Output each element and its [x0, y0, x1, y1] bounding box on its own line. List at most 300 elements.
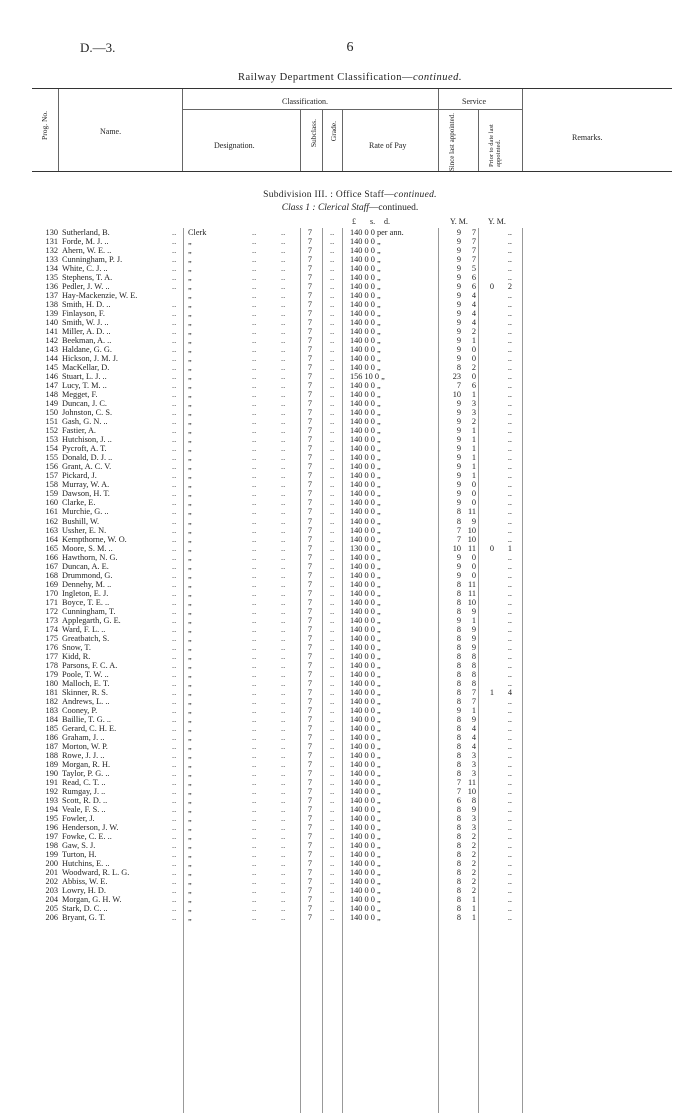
cell-d3: ..	[281, 525, 286, 535]
cell-y: 8	[456, 768, 461, 778]
cell-rate: 140 0 0 „	[350, 850, 381, 860]
header-designation: Designation.	[214, 141, 255, 150]
cell-no: 197	[45, 832, 58, 842]
cell-d1: ..	[172, 444, 177, 454]
cell-des: „	[188, 750, 192, 760]
cell-d2: ..	[252, 696, 257, 706]
cell-d3: ..	[281, 759, 286, 769]
cell-d3: ..	[281, 669, 286, 679]
cell-d4: ..	[330, 841, 335, 851]
cell-pm: ..	[507, 651, 512, 661]
cell-no: 167	[45, 561, 58, 571]
cell-d2: ..	[252, 768, 257, 778]
cell-d2: ..	[252, 354, 257, 364]
cell-y: 9	[456, 273, 461, 283]
cell-name: Malloch, E. T.	[62, 678, 110, 688]
cell-des: „	[188, 786, 192, 796]
cell-no: 171	[45, 597, 58, 607]
table-row	[0, 444, 700, 453]
cell-name: Graham, J. ..	[62, 732, 105, 742]
cell-pm: ..	[507, 552, 512, 562]
cell-rate: 140 0 0 „	[350, 723, 381, 733]
cell-y: 8	[456, 841, 461, 851]
cell-sub: 7	[307, 291, 313, 301]
cell-m: 1	[471, 444, 476, 454]
cell-pm: ..	[507, 579, 512, 589]
cell-rate: 140 0 0 „	[350, 786, 381, 796]
cell-d3: ..	[281, 823, 286, 833]
cell-d4: ..	[330, 408, 335, 418]
cell-rate: 140 0 0 „	[350, 570, 381, 580]
cell-d1: ..	[172, 841, 177, 851]
cell-d4: ..	[330, 291, 335, 301]
cell-d2: ..	[252, 399, 257, 409]
cell-no: 181	[45, 687, 58, 697]
cell-sub: 7	[307, 714, 313, 724]
cell-d1: ..	[172, 516, 177, 526]
cell-des: „	[188, 498, 192, 508]
cell-rate: 140 0 0 „	[350, 327, 381, 337]
cell-rate: 140 0 0 „	[350, 895, 381, 905]
cell-no: 151	[45, 417, 58, 427]
cell-no: 193	[45, 795, 58, 805]
cell-sub: 7	[307, 507, 313, 517]
cell-rate: 140 0 0 „	[350, 687, 381, 697]
cell-d2: ..	[252, 435, 257, 445]
cell-pm: 4	[507, 687, 512, 697]
cell-sub: 7	[307, 336, 313, 346]
cell-m: 3	[471, 759, 476, 769]
cell-name: Woodward, R. L. G.	[62, 868, 130, 878]
class-heading: Class 1 : Clerical Staff—continued.	[281, 203, 419, 213]
cell-pm: ..	[507, 786, 512, 796]
cell-no: 178	[45, 660, 58, 670]
cell-pm: ..	[507, 570, 512, 580]
cell-pm: ..	[507, 795, 512, 805]
cell-sub: 7	[307, 886, 313, 896]
cell-des: „	[188, 759, 192, 769]
cell-des: „	[188, 805, 192, 814]
cell-pm: ..	[507, 345, 512, 355]
cell-d4: ..	[330, 669, 335, 679]
table-row	[0, 913, 700, 922]
table-row	[0, 264, 700, 273]
cell-d1: ..	[172, 264, 177, 274]
cell-d1: ..	[172, 859, 177, 869]
cell-d2: ..	[252, 282, 257, 292]
cell-d4: ..	[330, 534, 335, 544]
cell-d3: ..	[281, 597, 286, 607]
cell-d3: ..	[281, 381, 286, 391]
cell-sub: 7	[307, 480, 313, 490]
cell-d3: ..	[281, 877, 286, 887]
cell-des: „	[188, 318, 192, 328]
cell-pm: ..	[507, 273, 512, 283]
cell-rate: 140 0 0 „	[350, 282, 381, 292]
cell-y: 10	[452, 390, 461, 400]
cell-rate: 140 0 0 „	[350, 741, 381, 751]
cell-no: 133	[45, 255, 58, 265]
cell-m: 3	[471, 399, 476, 409]
table-row	[0, 751, 700, 760]
cell-d2: ..	[252, 246, 257, 256]
cell-d4: ..	[330, 543, 335, 553]
cell-pm: ..	[507, 372, 512, 382]
cell-no: 200	[45, 859, 58, 869]
cell-d1: ..	[172, 300, 177, 310]
cell-rate: 140 0 0 „	[350, 336, 381, 346]
cell-name: Cooney, P.	[62, 705, 98, 715]
cell-sub: 7	[307, 552, 313, 562]
cell-pm: ..	[507, 300, 512, 310]
cell-d3: ..	[281, 246, 286, 256]
cell-no: 158	[45, 480, 58, 490]
unit-years-months: Y. M.	[450, 217, 468, 226]
cell-d3: ..	[281, 552, 286, 562]
cell-m: 0	[471, 345, 476, 355]
cell-no: 191	[45, 777, 58, 787]
cell-des: „	[188, 390, 192, 400]
cell-d3: ..	[281, 904, 286, 914]
cell-des: „	[188, 832, 192, 842]
cell-y: 7	[456, 381, 461, 391]
cell-y: 8	[456, 516, 461, 526]
table-header	[32, 88, 672, 172]
cell-d2: ..	[252, 255, 257, 265]
cell-no: 168	[45, 570, 58, 580]
cell-y: 9	[456, 291, 461, 301]
cell-rate: 140 0 0 „	[350, 381, 381, 391]
table-row	[0, 796, 700, 805]
cell-d4: ..	[330, 309, 335, 319]
cell-name: Murray, W. A.	[62, 480, 110, 490]
cell-y: 8	[456, 624, 461, 634]
cell-des: „	[188, 246, 192, 256]
cell-no: 163	[45, 525, 58, 535]
cell-pm: ..	[507, 615, 512, 625]
cell-m: 1	[471, 904, 476, 914]
cell-d2: ..	[252, 651, 257, 661]
cell-y: 9	[456, 246, 461, 256]
cell-y: 9	[456, 615, 461, 625]
cell-d4: ..	[330, 660, 335, 670]
cell-d4: ..	[330, 462, 335, 472]
cell-no: 201	[45, 868, 58, 878]
cell-des: „	[188, 624, 192, 634]
table-row	[0, 498, 700, 507]
cell-name: Hutchins, E. ..	[62, 859, 110, 869]
cell-name: Parsons, F. C. A.	[62, 660, 118, 670]
cell-rate: 140 0 0 „	[350, 525, 381, 535]
cell-no: 206	[45, 913, 58, 923]
cell-des: „	[188, 255, 192, 265]
cell-rate: 140 0 0 „	[350, 832, 381, 842]
cell-rate: 140 0 0 „	[350, 795, 381, 805]
cell-no: 202	[45, 877, 58, 887]
staff-table-body	[0, 228, 700, 922]
cell-name: Scott, R. D. ..	[62, 795, 108, 805]
cell-no: 198	[45, 841, 58, 851]
table-row	[0, 255, 700, 264]
cell-y: 8	[456, 832, 461, 842]
cell-no: 137	[45, 291, 58, 301]
cell-d2: ..	[252, 507, 257, 517]
cell-m: 7	[471, 255, 476, 265]
cell-rate: 140 0 0 „	[350, 300, 381, 310]
cell-sub: 7	[307, 444, 313, 454]
table-row	[0, 760, 700, 769]
cell-d1: ..	[172, 615, 177, 625]
cell-name: Abbiss, W. E.	[62, 877, 108, 887]
cell-d2: ..	[252, 868, 257, 878]
cell-name: Rumgay, J. ..	[62, 786, 106, 796]
cell-m: 5	[471, 264, 476, 274]
cell-rate: 140 0 0 „	[350, 480, 381, 490]
table-row	[0, 886, 700, 895]
cell-d1: ..	[172, 381, 177, 391]
cell-name: Smith, W. J. ..	[62, 318, 109, 328]
cell-no: 194	[45, 805, 58, 814]
cell-pm: ..	[507, 390, 512, 400]
cell-name: Cunningham, T.	[62, 606, 116, 616]
table-row	[0, 489, 700, 498]
cell-sub: 7	[307, 246, 313, 256]
cell-name: Boyce, T. E. ..	[62, 597, 110, 607]
cell-no: 149	[45, 399, 58, 409]
cell-d3: ..	[281, 832, 286, 842]
cell-m: 1	[471, 895, 476, 905]
cell-pm: ..	[507, 264, 512, 274]
cell-d2: ..	[252, 642, 257, 652]
cell-name: Bryant, G. T.	[62, 913, 106, 923]
cell-name: MacKellar, D.	[62, 363, 110, 373]
cell-d3: ..	[281, 732, 286, 742]
cell-des: „	[188, 588, 192, 598]
cell-name: Stuart, L. J. ..	[62, 372, 107, 382]
cell-m: 9	[471, 606, 476, 616]
cell-pm: ..	[507, 832, 512, 842]
cell-y: 9	[456, 408, 461, 418]
cell-rate: 140 0 0 „	[350, 246, 381, 256]
cell-no: 150	[45, 408, 58, 418]
cell-m: 2	[471, 877, 476, 887]
cell-rate: 140 0 0 „	[350, 561, 381, 571]
cell-d3: ..	[281, 399, 286, 409]
cell-d1: ..	[172, 543, 177, 553]
cell-d3: ..	[281, 264, 286, 274]
cell-no: 187	[45, 741, 58, 751]
cell-pm: ..	[507, 714, 512, 724]
table-row	[0, 679, 700, 688]
cell-des: „	[188, 886, 192, 896]
cell-d3: ..	[281, 841, 286, 851]
cell-d4: ..	[330, 237, 335, 247]
cell-rate: 140 0 0 „	[350, 444, 381, 454]
cell-d4: ..	[330, 696, 335, 706]
cell-rate: 140 0 0 „	[350, 390, 381, 400]
cell-y: 9	[456, 480, 461, 490]
cell-d1: ..	[172, 805, 177, 814]
cell-d4: ..	[330, 417, 335, 427]
cell-d1: ..	[172, 246, 177, 256]
cell-d3: ..	[281, 489, 286, 499]
cell-y: 8	[456, 669, 461, 679]
cell-name: Poole, T. W. ..	[62, 669, 109, 679]
cell-sub: 7	[307, 651, 313, 661]
cell-m: 0	[471, 480, 476, 490]
cell-pm: ..	[507, 435, 512, 445]
cell-no: 190	[45, 768, 58, 778]
cell-name: Ward, F. L. ..	[62, 624, 106, 634]
cell-d1: ..	[172, 453, 177, 463]
cell-d2: ..	[252, 552, 257, 562]
cell-no: 134	[45, 264, 58, 274]
cell-rate: 140 0 0 „	[350, 318, 381, 328]
cell-pm: ..	[507, 507, 512, 517]
cell-pm: ..	[507, 291, 512, 301]
cell-d1: ..	[172, 886, 177, 896]
cell-des: „	[188, 327, 192, 337]
cell-d4: ..	[330, 363, 335, 373]
cell-d4: ..	[330, 606, 335, 616]
table-row	[0, 372, 700, 381]
cell-name: Grant, A. C. V.	[62, 462, 112, 472]
cell-pm: ..	[507, 805, 512, 814]
cell-m: 4	[471, 741, 476, 751]
cell-sub: 7	[307, 228, 313, 237]
cell-rate: 140 0 0 „	[350, 886, 381, 896]
cell-m: 8	[471, 669, 476, 679]
cell-pm: ..	[507, 534, 512, 544]
cell-d4: ..	[330, 759, 335, 769]
cell-no: 174	[45, 624, 58, 634]
cell-name: Dawson, H. T.	[62, 489, 110, 499]
cell-m: 11	[468, 588, 476, 598]
cell-pm: ..	[507, 309, 512, 319]
cell-d4: ..	[330, 868, 335, 878]
cell-sub: 7	[307, 904, 313, 914]
cell-d4: ..	[330, 381, 335, 391]
table-row	[0, 381, 700, 390]
cell-m: 8	[471, 678, 476, 688]
cell-d1: ..	[172, 687, 177, 697]
cell-d2: ..	[252, 814, 257, 824]
cell-d4: ..	[330, 372, 335, 382]
cell-y: 8	[456, 687, 461, 697]
cell-rate: 140 0 0 „	[350, 417, 381, 427]
cell-y: 9	[456, 255, 461, 265]
cell-sub: 7	[307, 435, 313, 445]
cell-sub: 7	[307, 372, 313, 382]
cell-des: „	[188, 651, 192, 661]
cell-m: 0	[471, 570, 476, 580]
cell-d1: ..	[172, 399, 177, 409]
cell-pm: ..	[507, 444, 512, 454]
cell-d1: ..	[172, 750, 177, 760]
cell-m: 0	[471, 489, 476, 499]
cell-d1: ..	[172, 606, 177, 616]
cell-des: „	[188, 795, 192, 805]
cell-m: 2	[471, 841, 476, 851]
cell-no: 147	[45, 381, 58, 391]
cell-pm: ..	[507, 723, 512, 733]
cell-d4: ..	[330, 525, 335, 535]
cell-sub: 7	[307, 805, 313, 814]
cell-rate: 140 0 0 „	[350, 750, 381, 760]
cell-pm: ..	[507, 606, 512, 616]
table-row	[0, 399, 700, 408]
table-row	[0, 607, 700, 616]
cell-des: „	[188, 877, 192, 887]
cell-no: 164	[45, 534, 58, 544]
table-row	[0, 246, 700, 255]
cell-des: „	[188, 850, 192, 860]
cell-des: „	[188, 597, 192, 607]
cell-des: „	[188, 841, 192, 851]
cell-y: 8	[456, 814, 461, 824]
unit-prior-years-months: Y. M.	[488, 217, 506, 226]
cell-no: 160	[45, 498, 58, 508]
cell-d2: ..	[252, 741, 257, 751]
cell-rate: 140 0 0 „	[350, 453, 381, 463]
cell-m: 0	[471, 561, 476, 571]
cell-y: 8	[456, 895, 461, 905]
cell-y: 8	[456, 732, 461, 742]
cell-sub: 7	[307, 877, 313, 887]
cell-d4: ..	[330, 345, 335, 355]
cell-pm: ..	[507, 904, 512, 914]
table-row	[0, 535, 700, 544]
cell-des: „	[188, 354, 192, 364]
cell-d3: ..	[281, 795, 286, 805]
cell-d3: ..	[281, 850, 286, 860]
cell-no: 135	[45, 273, 58, 283]
cell-d3: ..	[281, 561, 286, 571]
cell-m: 1	[471, 913, 476, 923]
cell-d1: ..	[172, 471, 177, 481]
cell-m: 2	[471, 868, 476, 878]
cell-no: 136	[45, 282, 58, 292]
cell-y: 8	[456, 696, 461, 706]
cell-des: „	[188, 381, 192, 391]
table-row	[0, 363, 700, 372]
cell-des: „	[188, 516, 192, 526]
cell-d4: ..	[330, 444, 335, 454]
cell-pm: ..	[507, 868, 512, 878]
cell-no: 196	[45, 823, 58, 833]
cell-rate: 140 0 0 „	[350, 255, 381, 265]
cell-pm: ..	[507, 462, 512, 472]
cell-sub: 7	[307, 705, 313, 715]
cell-m: 6	[471, 282, 476, 292]
cell-pm: ..	[507, 732, 512, 742]
cell-y: 6	[456, 795, 461, 805]
cell-name: Gerard, C. H. E.	[62, 723, 117, 733]
cell-d1: ..	[172, 489, 177, 499]
cell-d3: ..	[281, 498, 286, 508]
cell-pm: ..	[507, 399, 512, 409]
cell-rate: 140 0 0 „	[350, 264, 381, 274]
cell-d1: ..	[172, 823, 177, 833]
cell-d2: ..	[252, 264, 257, 274]
cell-d3: ..	[281, 426, 286, 436]
cell-y: 7	[456, 786, 461, 796]
table-row	[0, 309, 700, 318]
cell-d1: ..	[172, 336, 177, 346]
cell-d1: ..	[172, 741, 177, 751]
cell-d1: ..	[172, 273, 177, 283]
cell-des: „	[188, 363, 192, 373]
